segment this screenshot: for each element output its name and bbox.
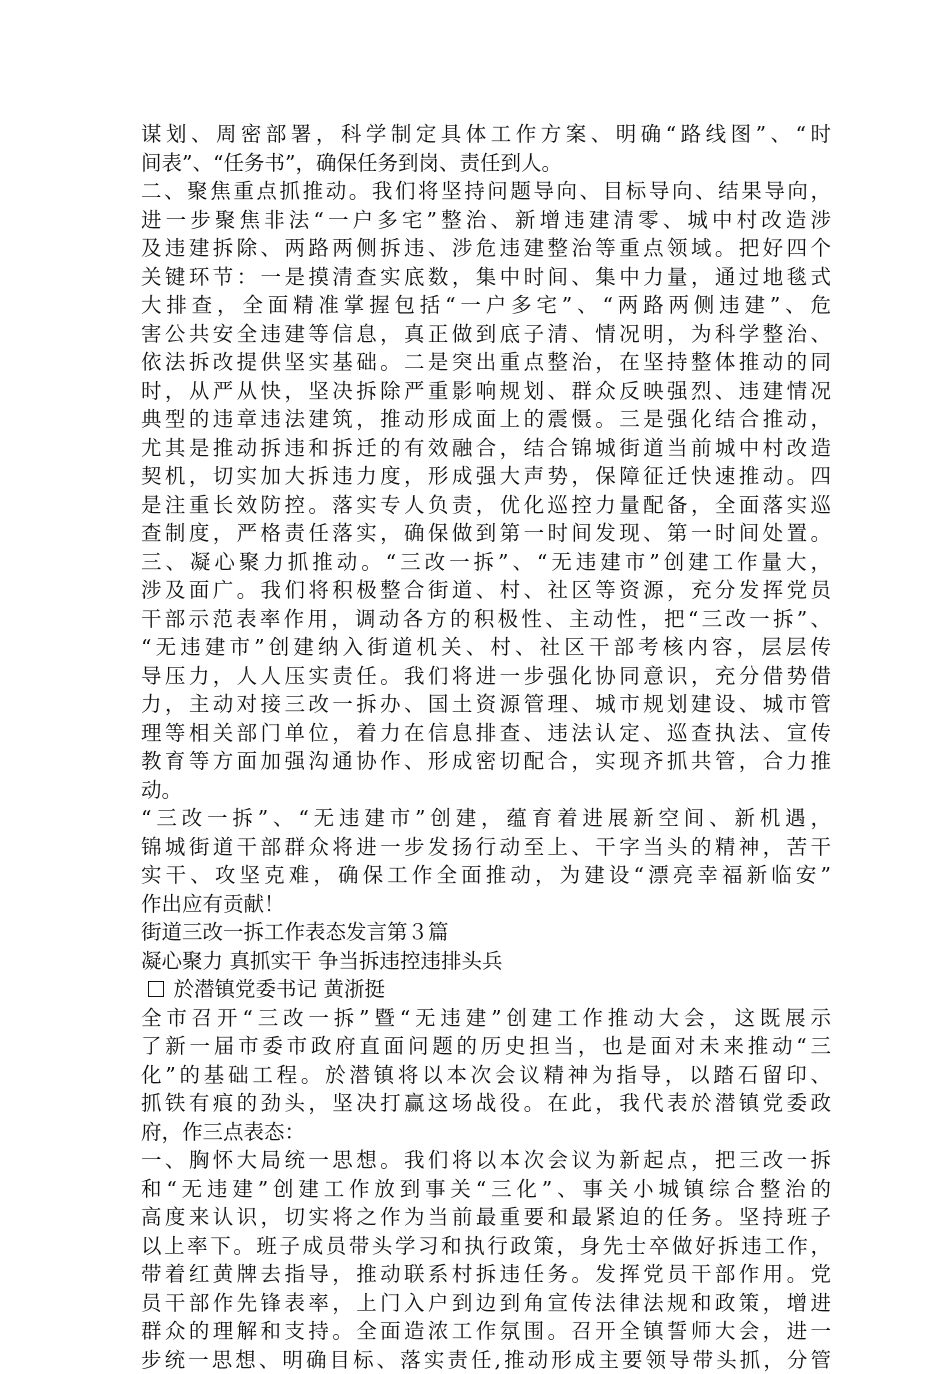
- text-line: 大排查，全面精准掌握包括“一户多宅”、“两路两侧违建”、危: [141, 291, 831, 320]
- text-line: 步统一思想、明确目标、落实责任,推动形成主要领导带头抓，分管: [141, 1346, 831, 1374]
- text-line: 间表”、“任务书”，确保任务到岗、责任到人。: [141, 149, 831, 178]
- text-line: 干部示范表率作用，调动各方的积极性、主动性，把“三改一拆”、: [141, 605, 831, 634]
- text-line: 尤其是推动拆违和拆迁的有效融合，结合锦城街道当前城中村改造: [141, 434, 831, 463]
- text-line: 及违建拆除、两路两侧拆违、涉危违建整治等重点领域。把好四个: [141, 234, 831, 263]
- text-line: 关键环节：一是摸清查实底数，集中时间、集中力量，通过地毯式: [141, 263, 831, 292]
- text-line: 一、胸怀大局统一思想。我们将以本次会议为新起点，把三改一拆: [141, 1146, 831, 1175]
- text-line: 实干、攻坚克难，确保工作全面推动，为建设“漂亮幸福新临安”: [141, 861, 831, 890]
- text-line: 三、凝心聚力抓推动。“三改一拆”、“无违建市”创建工作量大，: [141, 548, 831, 577]
- text-line: “三改一拆”、“无违建市”创建，蕴育着进展新空间、新机遇，: [141, 804, 831, 833]
- text-line: “无违建市”创建纳入街道机关、村、社区干部考核内容，层层传: [141, 633, 831, 662]
- checkbox-icon: [148, 981, 164, 997]
- text-line: 府，作三点表态：: [141, 1118, 831, 1147]
- text-line: 锦城街道干部群众将进一步发扬行动至上、干字当头的精神，苦干: [141, 833, 831, 862]
- text-line: 查制度，严格责任落实，确保做到第一时间发现、第一时间处置。: [141, 519, 831, 548]
- text-line: 进一步聚焦非法“一户多宅”整治、新增违建清零、城中村改造涉: [141, 206, 831, 235]
- speech-title: 凝心聚力 真抓实干 争当拆违控违排头兵: [141, 947, 831, 976]
- text-line: 依法拆改提供坚实基础。二是突出重点整治，在坚持整体推动的同: [141, 348, 831, 377]
- text-line: 作出应有贡献！: [141, 890, 831, 919]
- text-line: 员干部作先锋表率，上门入户到边到角宣传法律法规和政策，增进: [141, 1289, 831, 1318]
- text-line: 全市召开“三改一拆”暨“无违建”创建工作推动大会，这既展示: [141, 1004, 831, 1033]
- text-line: 化”的基础工程。於潜镇将以本次会议精神为指导，以踏石留印、: [141, 1061, 831, 1090]
- text-line: 时，从严从快，坚决拆除严重影响规划、群众反映强烈、违建情况: [141, 377, 831, 406]
- speaker-name: 於潜镇党委书记 黄浙挺: [174, 977, 386, 1001]
- text-line: 力，主动对接三改一拆办、国土资源管理、城市规划建设、城市管: [141, 690, 831, 719]
- text-line: 是注重长效防控。落实专人负责，优化巡控力量配备，全面落实巡: [141, 491, 831, 520]
- text-line: 教育等方面加强沟通协作、形成密切配合，实现齐抓共管，合力推: [141, 747, 831, 776]
- text-line: 理等相关部门单位，着力在信息排查、违法认定、巡查执法、宣传: [141, 719, 831, 748]
- text-line: 了新一届市委市政府直面问题的历史担当，也是面对未来推动“三: [141, 1032, 831, 1061]
- text-line: 典型的违章违法建筑，推动形成面上的震慑。三是强化结合推动，: [141, 405, 831, 434]
- text-line: 害公共安全违建等信息，真正做到底子清、情况明，为科学整治、: [141, 320, 831, 349]
- text-line: 和“无违建”创建工作放到事关“三化”、事关小城镇综合整治的: [141, 1175, 831, 1204]
- text-line: 群众的理解和支持。全面造浓工作氛围。召开全镇誓师大会，进一: [141, 1317, 831, 1346]
- text-line: 涉及面广。我们将积极整合街道、村、社区等资源，充分发挥党员: [141, 576, 831, 605]
- text-line: 动。: [141, 776, 831, 805]
- text-line: 以上率下。班子成员带头学习和执行政策，身先士卒做好拆违工作，: [141, 1232, 831, 1261]
- text-line: 二、聚焦重点抓推动。我们将坚持问题导向、目标导向、结果导向，: [141, 177, 831, 206]
- text-line: 高度来认识，切实将之作为当前最重要和最紧迫的任务。坚持班子: [141, 1203, 831, 1232]
- body-text: [141, 120, 831, 1374]
- text-line: 导压力，人人压实责任。我们将进一步强化协同意识，充分借势借: [141, 662, 831, 691]
- speaker-line: [141, 975, 831, 1004]
- text-line: 谋划、周密部署，科学制定具体工作方案、明确“路线图”、“时: [141, 120, 831, 149]
- text-line: 带着红黄牌去指导，推动联系村拆违任务。发挥党员干部作用。党: [141, 1260, 831, 1289]
- text-line: 抓铁有痕的劲头，坚决打赢这场战役。在此，我代表於潜镇党委政: [141, 1089, 831, 1118]
- section-heading: 街道三改一拆工作表态发言第３篇: [141, 918, 831, 947]
- text-line: 契机，切实加大拆违力度，形成强大声势，保障征迁快速推动。四: [141, 462, 831, 491]
